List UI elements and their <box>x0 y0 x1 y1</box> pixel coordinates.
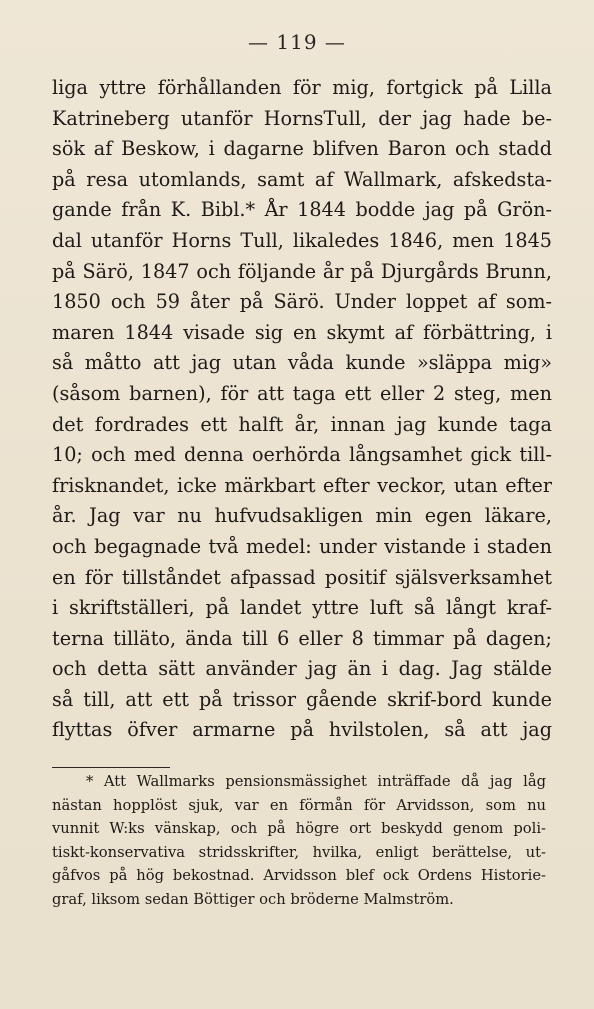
text-line: det fordrades ett halft år, innan jag kunde taga <box>52 412 552 436</box>
text-line: dal utanför Horns Tull, likaledes 1846, men 1845 <box>52 228 552 252</box>
text-line: så måtto att jag utan våda kunde »släppa mig» <box>52 351 552 375</box>
text-line: 1850 och 59 åter på Särö. Under loppet af som- <box>52 290 552 314</box>
text-line: gande från K. Bibl.* År 1844 bodde jag på Grön- <box>52 198 552 222</box>
text-line: och begagnade två medel: under vistande i staden <box>52 534 552 558</box>
text-line: sök af Beskow, i dagarne blifven Baron och stadd <box>52 137 552 161</box>
footnote-line: gåfvos på hög bekostnad. Arvidsson blef ock Ordens Historie- <box>52 867 546 884</box>
text-line: (såsom barnen), för att taga ett eller 2 steg, men <box>52 381 552 405</box>
text-line: år. Jag var nu hufvudsakligen min egen läkare, <box>52 504 552 528</box>
text-line: terna tilläto, ända till 6 eller 8 timmar på dagen; <box>52 626 552 650</box>
text-line: i skriftställeri, på landet yttre luft så långt kraf- <box>52 596 552 620</box>
footnote-line: tiskt-konservativa stridsskrifter, hvilka, enligt berättelse, ut- <box>52 843 546 861</box>
text-line: frisknandet, icke märkbart efter veckor, utan efter <box>52 473 552 497</box>
text-line: Katrineberg utanför HornsTull, der jag hade be- <box>52 106 552 130</box>
footnote-rule <box>52 767 170 768</box>
footnote <box>52 770 546 911</box>
footnote-line: nästan hopplöst sjuk, var en förmån för Arvidsson, som nu <box>52 796 546 814</box>
text-line: liga yttre förhållanden för mig, fortgick på Lilla <box>52 76 552 99</box>
footnote-line: vunnit W:ks vänskap, och på högre ort beskydd genom poli- <box>52 820 546 837</box>
text-line: 10; och med denna oerhörda långsamhet gick till- <box>52 443 552 467</box>
footnote-line: graf, liksom sedan Böttiger och bröderne Malmström. <box>52 890 454 908</box>
text-line: och detta sätt använder jag än i dag. Jag stälde <box>52 657 552 681</box>
text-line: så till, att ett på trissor gående skrif-bord kunde <box>52 687 552 711</box>
footnote-line: * Att Wallmarks pensionsmässighet inträffade då jag låg <box>86 773 546 790</box>
text-line: flyttas öfver armarne på hvilstolen, så att jag <box>52 718 552 742</box>
body-text <box>52 73 552 746</box>
page-number: — 119 — <box>248 30 346 54</box>
text-line: på resa utomlands, samt af Wallmark, afskedsta- <box>52 167 552 191</box>
text-line: på Särö, 1847 och följande år på Djurgårds Brunn, <box>52 259 552 283</box>
text-line: maren 1844 visade sig en skymt af förbättring, i <box>52 320 552 344</box>
text-line: en för tillståndet afpassad positif själsverksamhet <box>52 565 552 589</box>
